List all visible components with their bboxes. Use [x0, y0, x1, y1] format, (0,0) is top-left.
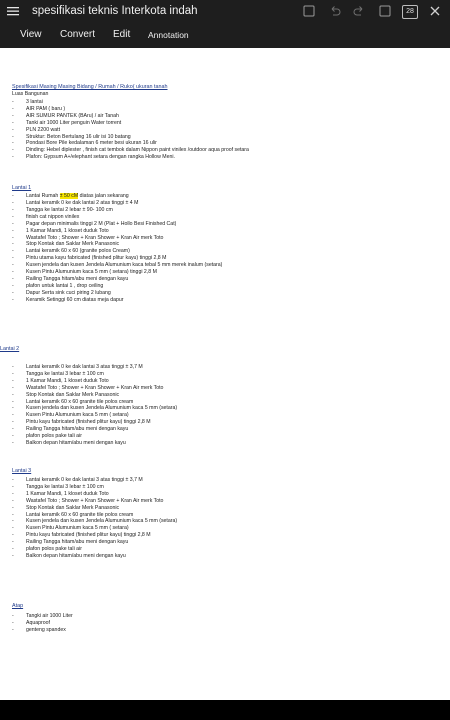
list-dash: -: [12, 220, 14, 227]
list-dash: -: [12, 504, 14, 511]
list-dash: -: [12, 384, 14, 391]
list-dash: -: [12, 619, 14, 626]
list-dash: -: [12, 483, 14, 490]
list-dash: -: [12, 119, 14, 126]
document-title: spesifikasi teknis Interkota indah: [32, 5, 198, 17]
close-icon[interactable]: [428, 4, 442, 18]
list-dash: -: [12, 255, 14, 262]
list-dash: -: [12, 206, 14, 213]
list-item: Kusen jendela dan kusen Jendela Alumunium kaca tebal 5 mm merek inalum (setara): [26, 262, 223, 269]
list-dash: -: [12, 241, 14, 248]
redo-icon[interactable]: [352, 4, 366, 18]
list-item: Kusen Pintu Alumunium kaca 5 mm ( setara) tinggi 2,8 M: [26, 269, 157, 275]
list-item: Pintu kayu fabricated (finished plitur kayu) tinggi 2,8 M: [26, 532, 151, 539]
list-dash: -: [12, 490, 14, 497]
menu-bar: [0, 24, 450, 46]
lantai1-title: Lantai 1: [12, 185, 32, 191]
list-item: Lantai keramik 60 x 60 (granite polos Cream): [26, 248, 130, 255]
list-item: Tanki air 1000 Liter penguin Water torrent: [26, 119, 122, 126]
list-dash: -: [12, 364, 14, 370]
list-dash: -: [12, 147, 14, 154]
document-page: [0, 48, 450, 700]
list-dash: -: [12, 282, 14, 289]
list-dash: -: [12, 99, 14, 105]
list-item: Tangga ke lantai 3 lebar ± 100 cm: [26, 370, 104, 377]
menu-convert[interactable]: Convert: [60, 29, 96, 40]
list-dash: -: [12, 133, 14, 140]
list-item: Lantai keramik 60 x 60 granite tile polos cream: [26, 511, 134, 518]
undo-icon[interactable]: [328, 4, 342, 18]
spec-title: Spesifikasi Masing Masing Bidang / Rumah / Ruko( ukuran tanah: [12, 84, 168, 90]
list-item: Railing Tangga hitam/abu meni dengan kayu: [26, 275, 129, 282]
list-dash: -: [12, 248, 14, 255]
list-dash: -: [12, 405, 14, 412]
list-dash: -: [12, 269, 14, 275]
list-dash: -: [12, 289, 14, 296]
list-item: 1 Kamar Mandi, 1 kloset duduk Toto: [26, 490, 109, 497]
list-item: Balkon depan hitam/abu meni dengan kayu: [26, 552, 126, 559]
list-item: Pintu utama kayu fabricated (finished plitur kayu) tinggi 2,8 M: [26, 255, 167, 262]
list-dash: -: [12, 412, 14, 419]
list-item: Plafon: Gypsum A+/elephant setara dengan rangka Hollow Meni.: [26, 154, 175, 161]
list-dash: -: [12, 626, 14, 633]
list-dash: -: [12, 213, 14, 220]
list-item: Tangki air 1000 Liter: [26, 613, 73, 619]
list-dash: -: [12, 419, 14, 426]
list-item: Lantai keramik 0 ke dak lantai 3 atas tinggi ± 3,7 M: [26, 477, 143, 483]
list-dash: -: [12, 398, 14, 405]
list-item: plafon untuk lantai 1 , drop ceiling: [26, 282, 104, 289]
list-dash: -: [12, 546, 14, 552]
list-item: Keramik Setinggi 60 cm diatas meja dapur: [26, 296, 124, 303]
list-dash: -: [12, 126, 14, 133]
list-dash: -: [12, 140, 14, 147]
lantai1-first-item: Lantai Rumah ± 50 cM diatas jalan sekarang: [26, 193, 129, 199]
reader-mode-icon[interactable]: [302, 4, 316, 18]
list-dash: -: [12, 497, 14, 504]
search-icon[interactable]: [378, 4, 392, 18]
luas-bangunan: Luas Bangunan: [12, 91, 49, 97]
list-item: Dapur Serta sink cuci piring 2 lubang: [26, 289, 111, 296]
menu-annotation[interactable]: Annotation: [148, 30, 189, 40]
list-item: Railing Tangga hitam/abu meni dengan kayu: [26, 426, 129, 433]
list-item: AIR PAM ( baru ): [26, 105, 66, 112]
list-item: 1 Kamar Mandi, 1 kloset duduk Toto: [26, 377, 109, 384]
list-item: Pagar depan minimalis tinggi 2 M (Plat + Hollo Besi Finished Cat): [26, 220, 177, 227]
list-item: Aquaproof: [26, 619, 50, 626]
list-item: Dinding: Hebel diplester , finish cat tembok dalam Nippon paint vinilex /outdoor aqua proof setara: [26, 147, 249, 154]
list-dash: -: [12, 275, 14, 282]
list-dash: -: [12, 391, 14, 398]
list-item: Pintu kayu fabricated (finished plitur kayu) tinggi 2,8 M: [26, 419, 151, 426]
lantai3-title: Lantai 3: [12, 468, 32, 474]
list-dash: -: [12, 262, 14, 269]
list-item: Stop Kontak dan Saklar Merk Panasonic: [26, 241, 120, 248]
list-dash: -: [12, 105, 14, 112]
list-dash: -: [12, 377, 14, 384]
list-item: Kusen Pintu Alumunium kaca 5 mm ( setara): [26, 525, 129, 532]
list-item: PLN 2200 watt: [26, 126, 61, 133]
list-dash: -: [12, 227, 14, 234]
list-item: Stop Kontak dan Saklar Merk Panasonic: [26, 391, 120, 398]
list-dash: -: [12, 552, 14, 559]
list-item: Wastafel Toto ; Shower + Kran Shower + Kran Air merk Toto: [26, 384, 164, 391]
list-item: Struktur: Beton Bertulang 16 ulir isi 10 batang: [26, 133, 131, 140]
list-dash: -: [12, 426, 14, 433]
list-dash: -: [12, 613, 14, 619]
list-dash: -: [12, 477, 14, 483]
list-item: AIR SUMUR PANTEK (BAru) / air Tanah: [26, 112, 119, 119]
menu-edit[interactable]: Edit: [113, 29, 131, 40]
list-item: genteng spandex: [26, 626, 66, 633]
atap-title: Atap: [12, 603, 24, 609]
list-item: Stop Kontak dan Saklar Merk Panasonic: [26, 504, 120, 511]
list-dash: -: [12, 532, 14, 539]
list-item: plafon polos pake tali air: [26, 546, 82, 552]
list-item: Kusen jendela dan kusen Jendela Alumunium kaca 5 mm (setara): [26, 518, 178, 525]
list-dash: -: [12, 511, 14, 518]
list-dash: -: [12, 518, 14, 525]
list-dash: -: [12, 234, 14, 241]
menu-view[interactable]: View: [20, 29, 42, 40]
list-dash: -: [12, 433, 14, 439]
list-dash: -: [12, 193, 14, 199]
list-item: Balkon depan hitam/abu meni dengan kayu: [26, 439, 126, 446]
list-dash: -: [12, 439, 14, 446]
list-dash: -: [12, 154, 14, 161]
highlighted-text: ± 50 cM: [59, 193, 79, 199]
list-dash: -: [12, 525, 14, 532]
list-item: Tangga ke lantai 2 lebar ± 90- 100 cm: [26, 206, 113, 213]
list-item: Railing Tangga hitam/abu meni dengan kayu: [26, 539, 129, 546]
list-item: finish cat nippon vinilex: [26, 213, 80, 220]
list-item: Kusen jendela dan kusen Jendela Alumunium kaca 5 mm (setara): [26, 405, 178, 412]
list-dash: -: [12, 112, 14, 119]
page-count-badge[interactable]: 28: [402, 5, 418, 19]
list-item: Tangga ke lantai 3 lebar ± 100 cm: [26, 483, 104, 490]
list-dash: -: [12, 539, 14, 546]
list-dash: -: [12, 200, 14, 206]
list-item: 1 Kamar Mandi, 1 kloset duduk Toto: [26, 227, 109, 234]
list-item: Wastafel Toto ; Shower + Kran Shower + Kran Air merk Toto: [26, 497, 164, 504]
list-item: plafon polos pake tali air: [26, 433, 82, 439]
list-item: Wastafel Toto ; Shower + Kran Shower + Kran Air merk Toto: [26, 234, 164, 241]
list-dash: -: [12, 296, 14, 303]
list-item: Pondasi Bore Pile kedalaman 6 meter besi ukuran 16 ulir: [26, 140, 157, 147]
list-dash: -: [12, 370, 14, 377]
list-item: Lantai keramik 60 x 60 granite tile polos cream: [26, 398, 134, 405]
title-bar: [0, 0, 450, 24]
list-item: 3 lantai: [26, 99, 43, 105]
lantai2-title: Lantai 2: [0, 346, 20, 352]
list-item: Lantai keramik 0 ke dak lantai 2 atas tinggi ± 4 M: [26, 200, 139, 206]
list-item: Lantai keramik 0 ke dak lantai 3 atas tinggi ± 3,7 M: [26, 364, 143, 370]
hamburger-menu-icon[interactable]: [6, 4, 20, 18]
bottom-bar: [0, 700, 450, 720]
list-item: Kusen Pintu Alumunium kaca 5 mm ( setara): [26, 412, 129, 419]
